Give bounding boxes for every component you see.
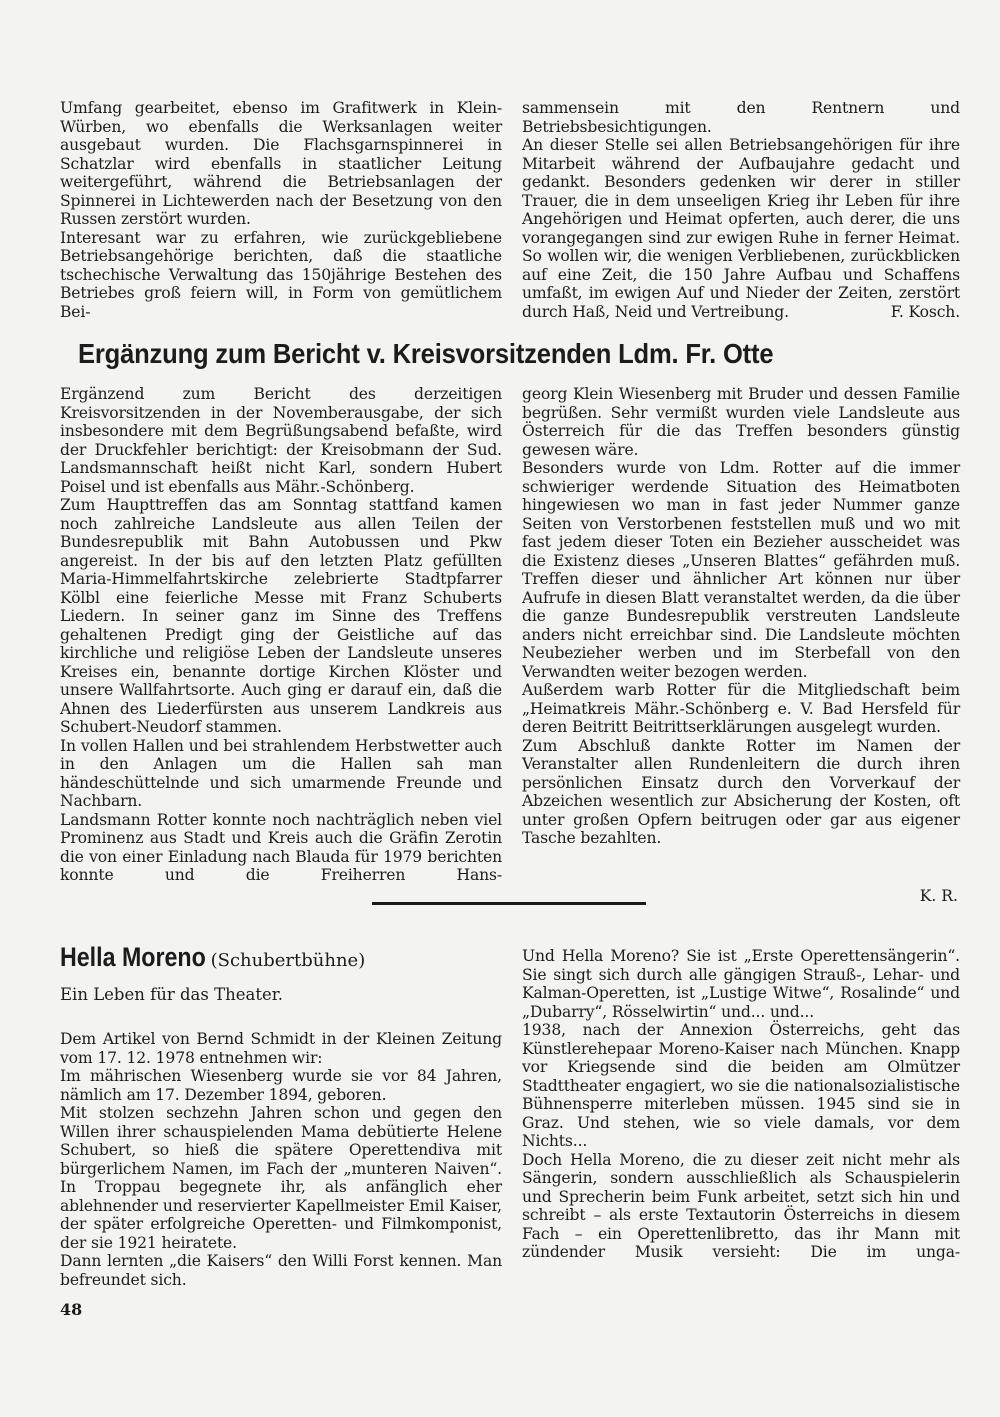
paragraph: Doch Hella Moreno, die zu dieser zeit nicht mehr als Sängerin, sondern ausschließlich als Schauspielerin und Sprecherin beim Funk arbeitet, setzt sich hin und schreibt – als erste Textautorin Österreichs in diesem Fach – ein Operettenlibretto, das ihr Mann mit zündender Musik versieht: Die im unga- xyxy=(522,1150,960,1261)
paragraph: sammensein mit den Rentnern und Betriebsbesichtigungen. xyxy=(522,99,960,136)
paragraph: In vollen Hallen und bei strahlendem Herbstwetter auch in den Anlagen um die Hallen sah man händeschüttelnde und sich umarmende Freunde und Nachbarn. xyxy=(60,736,502,810)
top-left-column xyxy=(60,99,502,321)
paragraph: Dann lernten „die Kaisers“ den Willi Forst kennen. Man befreundet sich. xyxy=(60,1252,502,1289)
paragraph: Zum Abschluß dankte Rotter im Namen der Veranstalter allen Rundenleitern die durch ihren persönlichen Einsatz durch den Vorverkauf der Abzeichen wesentlich zur Absicherung der Kosten, oft unter großen Opfern beitrugen oder gar aus eigener Tasche bezahlten. xyxy=(522,736,960,847)
paragraph: 1938, nach der Annexion Österreichs, geht das Künstlerehepaar Moreno-Kaiser nach München. Knapp vor Kriegsende sind die beiden am Olmützer Stadttheater engagiert, wo sie die nationalsozialistische Bühnensperre miterleben müssen. 1945 sind sie in Graz. Und stehen, wie so viele damals, vor dem Nichts... xyxy=(522,1021,960,1150)
paragraph: Und Hella Moreno? Sie ist „Erste Operettensängerin“. Sie singt sich durch alle gängigen Strauß-, Lehar- und Kalman-Operetten, ist „Lustige Witwe“, Rosalinde“ und „Dubarry“, Rösselwirtin“ und... und... xyxy=(522,947,960,1021)
top-right-column xyxy=(522,99,960,321)
paragraph: georg Klein Wiesenberg mit Bruder und dessen Familie begrüßen. Sehr vermißt wurden viele Landsleute aus Österreich für die das Treffen besonders günstig gewesen wäre. xyxy=(522,385,960,459)
author-signature: F. Kosch. xyxy=(890,302,960,321)
otte-right-column xyxy=(522,385,960,848)
page-number: 48 xyxy=(60,1300,83,1319)
paragraph xyxy=(522,136,960,321)
paragraph: Besonders wurde von Ldm. Rotter auf die immer schwieriger werdende Situation des Heimatboten hingewiesen wo man in fast jeder Nummer ganze Seiten von Verstorbenen feststellen muß und wo mit fast jedem dieser Toten ein Bezieher ausscheidet was die Existenz dieses „Unseren Blattes“ gefährden muß. Treffen dieser und ähnlicher Art können nur über Aufrufe in diesen Blatt veranstaltet werden, da die über die ganze Bundesrepublik verstreuten Landsleute anders nicht erreichbar sind. Die Landsleute möchten Neubezieher werben und im Sterbefall von den Verwandten weiter bezogen werden. xyxy=(522,459,960,681)
section-divider xyxy=(372,902,646,905)
article-subtitle: Ein Leben für das Theater. xyxy=(60,985,284,1004)
paragraph: Mit stolzen sechzehn Jahren schon und gegen den Willen ihrer schauspielenden Mama debütierte Helene Schubert, so hieß die spätere Operettendiva mit bürgerlichem Namen, im Fach der „munteren Naiven“. In Troppau begegnete ihr, als anfänglich eher ablehnender und reservierter Kapellmeister Emil Kaiser, der später erfolgreiche Operetten- und Filmkomponist, der sie 1921 heiratete. xyxy=(60,1104,502,1252)
paragraph: Zum Haupttreffen das am Sonntag stattfand kamen noch zahlreiche Landsleute aus allen Teilen der Bundesrepublik mit Bahn Autobussen und Pkw angereist. In der bis auf den letzten Platz gefüllten Maria-Himmelfahrtskirche zelebrierte Stadtpfarrer Kölbl eine feierliche Messe mit Franz Schuberts Liedern. In seiner ganz im Sinne des Treffens gehaltenen Predigt ging der Geistliche auf das kirchliche und religiöse Leben der Landsleute unseres Kreises ein, benannte dortige Kirchen Klöster und unsere Wallfahrtsorte. Auch ging er darauf ein, daß die Ahnen des Liederfürsten aus unserem Landkreis aus Schubert-Neudorf stammen. xyxy=(60,496,502,736)
otte-left-column xyxy=(60,385,502,885)
paragraph: Umfang gearbeitet, ebenso im Grafitwerk in Klein-Würben, wo ebenfalls die Werksanlagen weiter ausgebaut wurden. Die Flachsgarnspinnerei in Schatzlar wird ebenfalls in staatlicher Leitung weitergeführt, während die Betriebsanlagen der Spinnerei in Lichtewerden nach der Besetzung von den Russen zerstört wurden. xyxy=(60,99,502,228)
moreno-left-column xyxy=(60,1030,502,1289)
paragraph: Ergänzend zum Bericht des derzeitigen Kreisvorsitzenden in der Novemberausgabe, der sich insbesondere mit dem Begrüßungsabend befaßte, wird der Druckfehler berichtigt: der Kreisobmann der Sud. Landsmannschaft heißt nicht Karl, sondern Hubert Poisel und ist ebenfalls aus Mähr.-Schönberg. xyxy=(60,385,502,496)
paragraph: Dem Artikel von Bernd Schmidt in der Kleinen Zeitung vom 17. 12. 1978 entnehmen wir: xyxy=(60,1030,502,1067)
paragraph-text: An dieser Stelle sei allen Betriebsangehörigen für ihre Mitarbeit während der Aufbaujahre gedacht und gedankt. Besonders gedenken wir derer in stiller Trauer, die in dem unseeligen Krieg ihr Leben für ihre Angehörigen und Heimat opferten, auch derer, die uns vorangegangen sind zur ewigen Ruhe in ferner Heimat. So wollen wir, die wenigen Verbliebenen, zurückblicken auf eine Zeit, die 150 Jahre Aufbau und Schaffens umfaßt, im ewigen Auf und Nieder der Zeiten, zerstört durch Haß, Neid und Vertreibung. xyxy=(522,136,960,321)
article-title xyxy=(60,942,365,973)
moreno-right-column xyxy=(522,947,960,1262)
paragraph: Landsmann Rotter konnte noch nachträglich neben viel Prominenz aus Stadt und Kreis auch die Gräfin Zerotin die von einer Einladung nach Blauda für 1979 berichten konnte und die Freiherren Hans- xyxy=(60,810,502,884)
paragraph: Im mährischen Wiesenberg wurde sie vor 84 Jahren, nämlich am 17. Dezember 1894, geboren. xyxy=(60,1067,502,1104)
title-suffix: (Schubertbühne) xyxy=(210,950,366,971)
paragraph: Interesant war zu erfahren, wie zurückgebliebene Betriebsangehörige berichten, daß die staatliche tschechische Verwaltung das 150jährige Bestehen des Betriebes groß feiern will, in Form von gemütlichem Bei- xyxy=(60,228,502,321)
title-name: Hella Moreno xyxy=(60,942,206,972)
paragraph: Außerdem warb Rotter für die Mitgliedschaft beim „Heimatkreis Mähr.-Schönberg e. V. Bad Hersfeld für deren Beitritt Beitrittserklärungen ausgelegt wurden. xyxy=(522,681,960,736)
author-signature: K. R. xyxy=(919,887,958,905)
article-headline: Ergänzung zum Bericht v. Kreisvorsitzenden Ldm. Fr. Otte xyxy=(78,338,774,369)
